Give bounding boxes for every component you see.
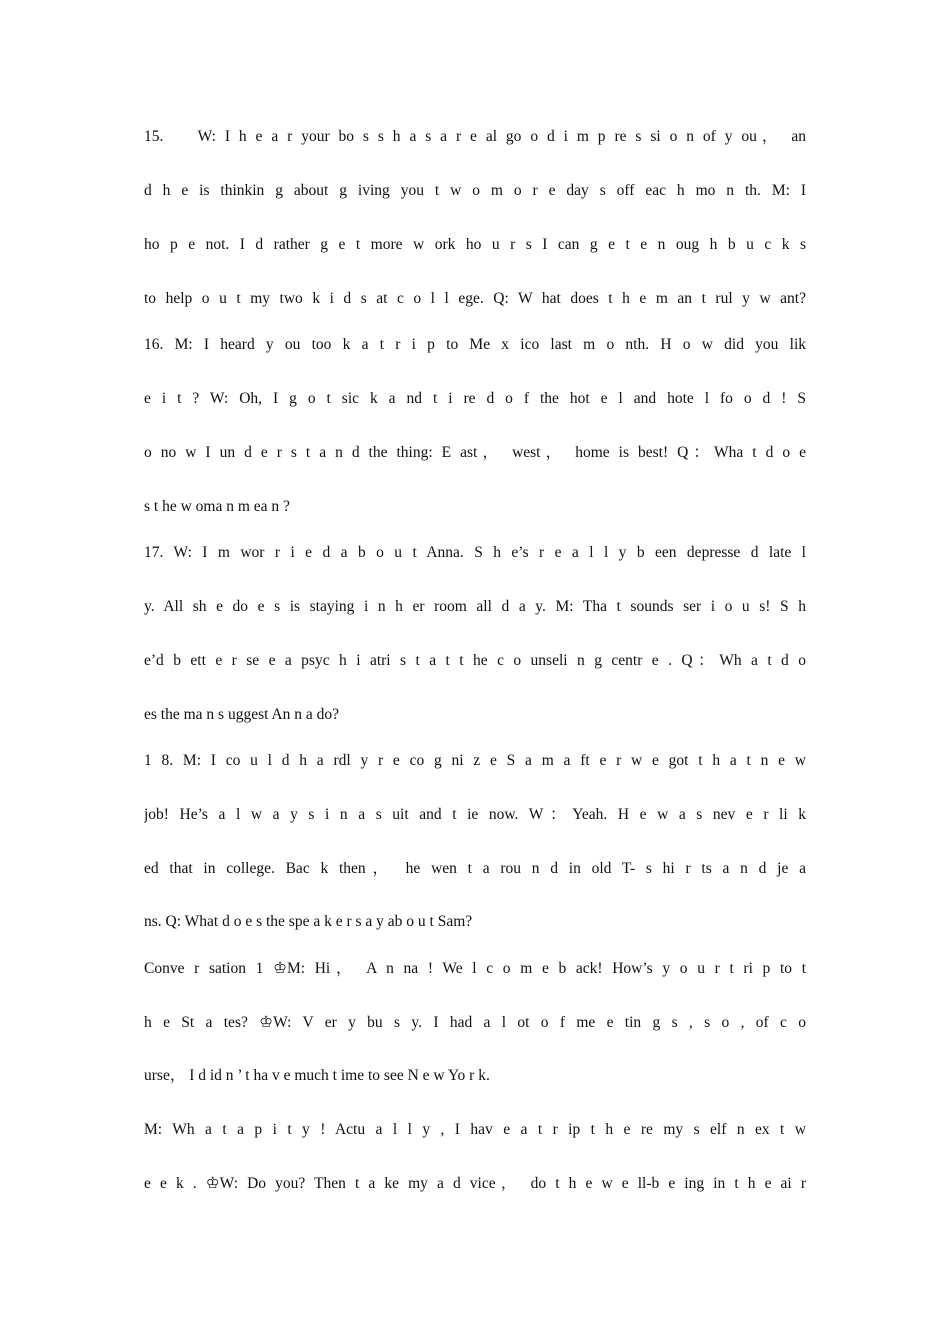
text-line: d h e is thinkin g about g iving you t w o m o r e day s off eac h mo n th. M: I — [144, 182, 806, 199]
text-line: h e St a tes? ♔W: V er y bu s y. I had a l ot o f me e tin g s , s o , of c o — [144, 1014, 806, 1031]
text-line: 15. W: I h e a r your bo s s h a s a r e al go o d i m p re s si o n of y ou， an — [144, 128, 806, 145]
text-line: es the ma n s uggest An n a do? — [144, 706, 340, 723]
text-line: ho p e not. I d rather g e t more w ork ho u r s I can g e t e n oug h b u c k s — [144, 236, 806, 253]
text-line: urse， I d id n ’ t ha v e much t ime to see N e w Yo r k. — [144, 1067, 490, 1084]
text-line: e’d b ett e r se e a psyc h i atri s t a t t he c o unseli n g centr e . Q：Wh a t d o — [144, 652, 806, 669]
text-line: to help o u t my two k i d s at c o l l ege. Q: W hat does t h e m an t rul y w ant? — [144, 290, 806, 307]
text-line: s t he w oma n m ea n ? — [144, 498, 290, 515]
text-line: 17. W: I m wor r i e d a b o u t Anna. S h e’s r e a l l y b een depresse d late l — [144, 544, 806, 561]
text-line: e e k . ♔W: Do you? Then t a ke my a d vice， do t h e w e ll-b e ing in t h e ai r — [144, 1175, 806, 1192]
text-line: job! He’s a l w a y s i n a s uit and t ie now. W：Yeah. H e w a s nev e r li k — [144, 806, 806, 823]
text-line: 1 8. M: I co u l d h a rdl y r e co g ni z e S a m a ft e r w e got t h a t n e w — [144, 752, 806, 769]
text-line: y. All sh e do e s is staying i n h er room all d a y. M: Tha t sounds ser i o u s! S h — [144, 598, 806, 615]
text-line: ns. Q: What d o e s the spe a k e r s a y ab o u t Sam? — [144, 913, 473, 930]
text-line: e i t ? W: Oh, I g o t sic k a nd t i re d o f the hot e l and hote l fo o d ! S — [144, 390, 806, 407]
text-line: ed that in college. Bac k then， he wen t a rou n d in old T- s hi r ts a n d je a — [144, 860, 806, 877]
text-line: 16. M: I heard y ou too k a t r i p to Me x ico last m o nth. H o w did you lik — [144, 336, 806, 353]
text-line: M: Wh a t a p i t y ! Actu a l l y , I hav e a t r ip t h e re my s elf n ex t w — [144, 1121, 806, 1138]
text-line: o no w I un d e r s t a n d the thing: E ast， west， home is best! Q：Wha t d o e — [144, 444, 806, 461]
text-line: Conve r sation 1 ♔M: Hi， A n na ! We l c o m e b ack! How’s y o u r t ri p to t — [144, 960, 806, 977]
